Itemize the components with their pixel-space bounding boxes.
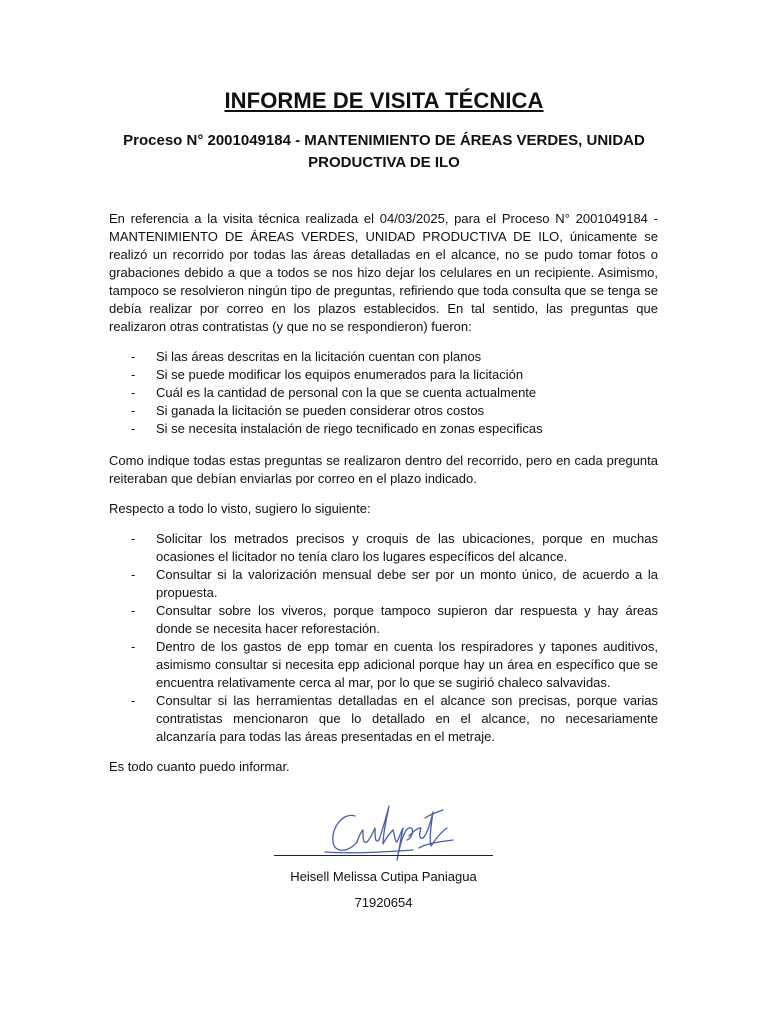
bullet-dash: - (131, 349, 136, 364)
document-title: INFORME DE VISITA TÉCNICA (224, 88, 544, 113)
intro-paragraph: En referencia a la visita técnica realizada el 04/03/2025, para el Proceso N° 2001049184 - MANTENIMIENTO DE ÁREAS VERDES, UNIDAD PRODUCTIVA DE ILO, únicamente se realizó un recorrido por todas las áreas detalladas en el alcance, no se pudo tomar fotos o grabaciones debido a que a todos se nos hizo dejar los celulares en un recipiente. Asimismo, tampoco se resolvieron ningún tipo de preguntas, refiriendo que toda consulta que se tenga se debía realizar por correo en los plazos establecidos. En tal sentido, las preguntas que realizaron otras contratistas (y que no se respondieron) fueron: (109, 211, 658, 334)
list-item: - Consultar si la valorización mensual debe ser por un monto único, de acuerdo a la propuesta. (131, 567, 658, 600)
list-item: - Solicitar los metrados precisos y croquis de las ubicaciones, porque en muchas ocasiones el licitador no tenía claro los lugares específicos del alcance. (131, 531, 658, 564)
questions-list (109, 348, 658, 438)
list-item: - Consultar si las herramientas detalladas en el alcance son precisas, porque varias contratistas mencionaron que lo detallado en el alcance, no necesariamente alcanzaría para todas las áreas presentadas en el metraje. (131, 693, 658, 744)
bullet-dash: - (131, 567, 136, 582)
list-item: - Si se necesita instalación de riego tecnificado en zonas especificas (131, 421, 543, 436)
closing-line: Es todo cuanto puedo informar. (109, 759, 290, 774)
bullet-dash: - (131, 693, 136, 708)
document-body (109, 210, 658, 760)
signer-id: 71920654 (354, 895, 413, 910)
middle-paragraph: Como indique todas estas preguntas se realizaron dentro del recorrido, pero en cada pregunta reiteraban que debían enviarlas por correo en el plazo indicado. (109, 453, 658, 486)
bullet-dash: - (131, 403, 136, 418)
handwritten-signature (313, 792, 463, 864)
bullet-dash: - (131, 385, 136, 400)
suggestions-list (109, 530, 658, 746)
list-item: - Si se puede modificar los equipos enumerados para la licitación (131, 367, 524, 382)
list-item: - Consultar sobre los viveros, porque tampoco supieron dar respuesta y hay áreas donde se necesita hacer reforestación. (131, 603, 658, 636)
list-item: - Si ganada la licitación se pueden considerar otros costos (131, 403, 485, 418)
signer-name: Heisell Melissa Cutipa Paniagua (290, 869, 477, 884)
bullet-dash: - (131, 531, 136, 546)
list-item: - Si las áreas descritas en la licitación cuentan con planos (131, 349, 482, 364)
bullet-dash: - (131, 421, 136, 436)
suggestion-intro: Respecto a todo lo visto, sugiero lo siguiente: (109, 501, 371, 516)
signature-line (274, 855, 493, 856)
document-subtitle: Proceso N° 2001049184 - MANTENIMIENTO DE ÁREAS VERDES, UNIDAD PRODUCTIVA DE ILO (123, 132, 645, 171)
list-item: - Cuál es la cantidad de personal con la que se cuenta actualmente (131, 385, 537, 400)
signature-text: Cutipa (313, 792, 316, 793)
bullet-dash: - (131, 367, 136, 382)
list-item: - Dentro de los gastos de epp tomar en cuenta los respiradores y tapones auditivos, asimismo consultar si necesita epp adicional porque hay un área en específico que se encuentra relativamente cerca al mar, por lo que se sugirió chaleco salvavidas. (131, 639, 658, 690)
bullet-dash: - (131, 603, 136, 618)
bullet-dash: - (131, 639, 136, 654)
